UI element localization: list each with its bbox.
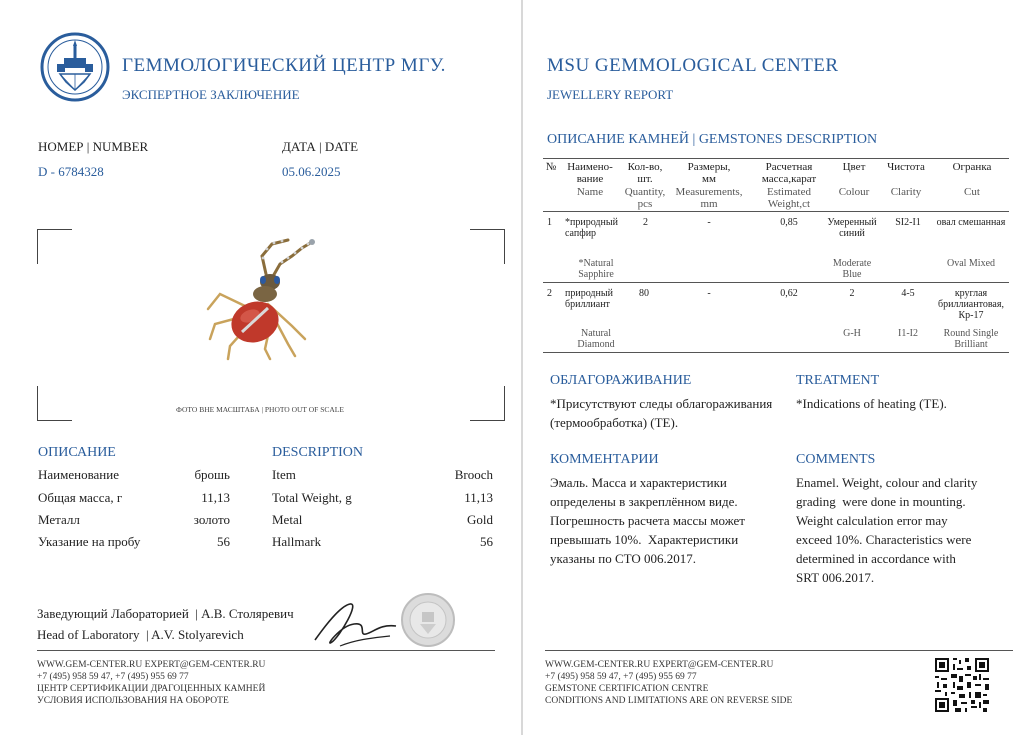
footer-divider [37,650,495,651]
desc-label-en: Item [272,467,296,482]
stone-cut-en: Round Single Brilliant [943,328,999,350]
desc-label-ru: Указание на пробу [38,534,141,549]
th-weight-en: Estimated Weight,ct [767,186,811,210]
footer-line: CONDITIONS AND LIMITATIONS ARE ON REVERSE SIDE [545,696,793,706]
date-label: ДАТА | DATE [282,139,359,154]
stone-colour-ru: 2 [849,288,855,299]
desc-row [38,490,493,508]
head-of-lab-en: Head of Laboratory | A.V. Stolyarevich [37,627,244,642]
footer-line: ЦЕНТР СЕРТИФИКАЦИИ ДРАГОЦЕННЫХ КАМНЕЙ [37,684,266,694]
treatment-heading-ru: ОБЛАГОРАЖИВАНИЕ [550,373,692,388]
photo-frame-corner [37,229,72,264]
stone-qty: 80 [639,288,649,299]
desc-row [38,467,493,485]
org-title-en: MSU GEMMOLOGICAL CENTER [547,55,839,76]
brooch-photo [200,234,330,364]
stone-name-en: Natural Diamond [577,328,615,350]
stone-no: 1 [547,217,552,228]
gems-heading: ОПИСАНИЕ КАМНЕЙ | GEMSTONES DESCRIPTION [547,132,878,147]
th-cut-en: Cut [964,186,980,198]
footer-divider [545,650,1013,651]
th-weight-ru: Расчетная масса,карат [761,161,817,185]
number-value: D - 6784328 [38,164,104,179]
seal-stamp [400,592,456,648]
table-header-border [543,211,1009,212]
th-colour-ru: Цвет [842,161,866,173]
desc-value-ru: брошь [194,467,230,482]
photo-frame-corner [470,386,505,421]
stone-colour-ru: Умеренный синий [827,217,877,239]
th-name-en: Name [576,186,604,198]
footer-line: WWW.GEM-CENTER.RU EXPERT@GEM-CENTER.RU [545,660,774,670]
th-cut-ru: Огранка [952,161,992,173]
desc-value-en: Gold [467,512,493,527]
stone-clarity: 4-5 [901,288,915,299]
stone-cut-ru: круглая бриллиантовая, Кр-17 [938,288,1004,321]
table-bottom-border [543,352,1009,353]
footer-line: +7 (495) 958 59 47, +7 (495) 955 69 77 [545,672,697,682]
footer-line: +7 (495) 958 59 47, +7 (495) 955 69 77 [37,672,189,682]
photo-caption: ФОТО ВНЕ МАСШТАБА | PHOTO OUT OF SCALE [176,405,344,414]
description-heading-en: DESCRIPTION [272,445,364,460]
th-clarity-ru: Чистота [887,161,925,173]
desc-label-en: Metal [272,512,303,527]
stone-clarity: SI2-I1 [895,217,921,228]
footer-line: WWW.GEM-CENTER.RU EXPERT@GEM-CENTER.RU [37,660,266,670]
desc-row [38,512,493,530]
stone-qty: 2 [643,217,648,228]
stone-colour-en: Moderate Blue [832,258,872,280]
footer-line: GEMSTONE CERTIFICATION CENTRE [545,684,709,694]
treatment-text-ru: *Присутствуют следы облагораживания (термообработка) (TE). [550,396,773,430]
stone-cut-en: Oval Mixed [946,258,996,269]
description-heading-ru: ОПИСАНИЕ [38,445,116,460]
signature [310,596,400,652]
th-qty-en: Quantity, pcs [624,186,666,210]
desc-label-ru: Металл [38,512,80,527]
desc-label-en: Hallmark [272,534,322,549]
date-value: 05.06.2025 [282,164,341,179]
th-meas-en: Measurements, mm [675,186,743,210]
comments-text-ru: Эмаль. Масса и характеристики определены в закреплённом виде. Погрешность расчета массы может превышать 10%. Характеристики указаны по СТО 006.2017. [550,475,745,566]
footer-line: УСЛОВИЯ ИСПОЛЬЗОВАНИЯ НА ОБОРОТЕ [37,696,229,706]
comments-heading-en: COMMENTS [796,452,876,467]
report-subtitle-ru: ЭКСПЕРТНОЕ ЗАКЛЮЧЕНИЕ [122,87,300,102]
desc-label-ru: Наименование [38,467,119,482]
footer-right [545,659,792,707]
th-name-ru: Наимено- вание [567,161,613,185]
table-row-border [543,282,1009,283]
desc-value-en: Brooch [454,467,493,482]
comments-text-en: Enamel. Weight, colour and clarity grading were done in mounting. Weight calculation error may exceed 10%. Characteristics were determined in accordance with SRT 006.2017. [796,475,978,585]
org-title-ru: ГЕММОЛОГИЧЕСКИЙ ЦЕНТР МГУ. [122,55,446,76]
treatment-heading-en: TREATMENT [796,373,880,388]
report-subtitle-en: JEWELLERY REPORT [547,87,674,102]
desc-value-ru: 11,13 [201,490,230,505]
th-clarity-en: Clarity [890,186,922,198]
footer-left [37,659,265,707]
stone-cut-ru: овал смешанная [936,217,1006,228]
stone-weight: 0,62 [780,288,798,299]
desc-value-en: 11,13 [464,490,493,505]
th-qty-ru: Кол-во, шт. [627,161,663,185]
stone-clarity-en: I1-I2 [898,328,918,339]
desc-value-ru: золото [193,512,230,527]
number-label: НОМЕР | NUMBER [38,139,149,154]
desc-value-en: 56 [480,534,493,549]
th-colour-en: Colour [838,186,870,198]
photo-frame-corner [470,229,505,264]
right-page [523,0,1024,735]
desc-label-ru: Общая масса, г [38,490,123,505]
stone-measurements: - [707,217,711,228]
msu-logo-icon [40,32,110,102]
stone-weight: 0,85 [780,217,798,228]
desc-value-ru: 56 [217,534,230,549]
stone-name-en: *Natural Sapphire [578,258,614,280]
th-no: № [545,161,557,173]
stone-no: 2 [547,288,552,299]
desc-label-en: Total Weight, g [272,490,352,505]
stone-measurements: - [707,288,711,299]
qr-code[interactable] [933,656,991,714]
stone-name-ru: *природный сапфир [565,217,618,239]
comments-heading-ru: КОММЕНТАРИИ [550,452,659,467]
head-of-lab-ru: Заведующий Лабораторией | А.В. Столяревич [37,606,294,621]
treatment-text-en: *Indications of heating (TE). [796,396,947,411]
photo-frame-corner [37,386,72,421]
table-top-border [543,158,1009,159]
th-meas-ru: Размеры, мм [687,161,731,185]
desc-row [38,534,493,552]
stone-name-ru: природный бриллиант [565,288,613,310]
stone-colour-en: G-H [843,328,861,339]
